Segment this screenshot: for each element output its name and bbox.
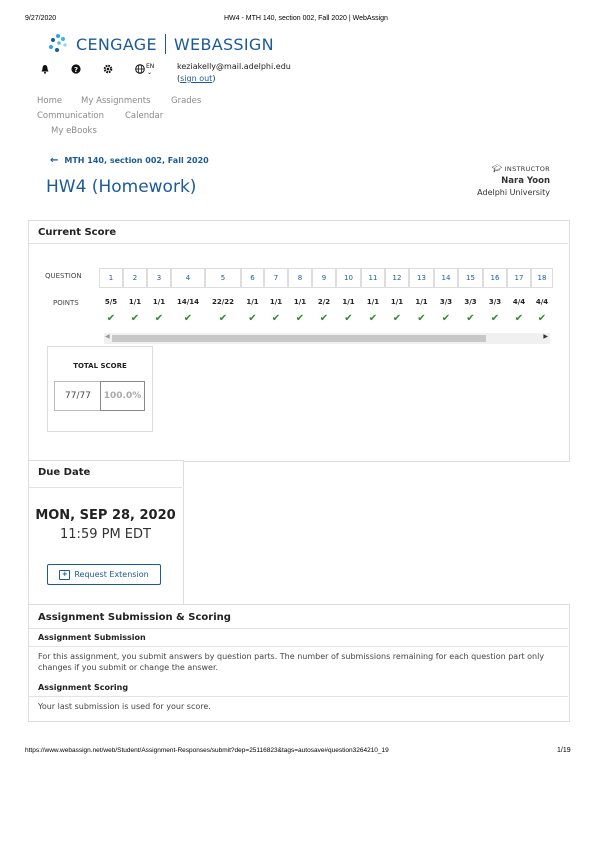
nav-grades[interactable]: Grades [171, 96, 202, 106]
correct-check-icon: ✔ [441, 313, 451, 324]
nav-home[interactable]: Home [37, 96, 63, 106]
chevron-down-icon: ⌄ [147, 69, 153, 76]
cengage-wordmark: CENGAGE [76, 34, 157, 54]
points-cell: 2/2 [317, 298, 331, 306]
nav-calendar[interactable]: Calendar [125, 111, 164, 121]
correct-check-icon: ✔ [514, 313, 524, 324]
back-to-class-link[interactable] [50, 155, 209, 166]
sign-out-open-paren: ( [177, 74, 181, 83]
points-cell: 3/3 [488, 298, 502, 306]
nav-communication[interactable]: Communication [37, 111, 104, 121]
points-cell: 1/1 [152, 298, 166, 306]
submission-text: For this assignment, you submit answers by question parts. The number of submissions remaining for each question part only changes if you submit or change the answer. [38, 652, 545, 672]
points-cell: 14/14 [176, 298, 200, 306]
cengage-webassign-logo[interactable] [46, 34, 274, 54]
correct-check-icon: ✔ [537, 313, 547, 324]
submission-subheading: Assignment Submission [38, 633, 146, 642]
correct-check-icon: ✔ [106, 313, 116, 324]
sign-out-close-paren: ) [212, 74, 216, 83]
gear-icon[interactable] [103, 64, 113, 77]
correct-check-icon: ✔ [154, 313, 164, 324]
user-info [177, 61, 291, 85]
correct-check-icon: ✔ [466, 313, 475, 324]
due-time: 11:59 PM EDT [60, 527, 151, 542]
points-cell: 1/1 [415, 298, 428, 306]
horizontal-scrollbar[interactable] [104, 333, 550, 344]
points-cell: 3/3 [464, 298, 477, 306]
question-cell[interactable]: 14 [434, 268, 458, 288]
scoring-subheading: Assignment Scoring [38, 683, 129, 692]
correct-check-icon: ✔ [392, 313, 402, 324]
question-cell[interactable]: 13 [409, 268, 434, 288]
scoring-text: Your last submission is used for your score. [38, 702, 211, 711]
question-cell[interactable]: 10 [336, 268, 361, 288]
points-cell: 4/4 [535, 298, 549, 306]
correct-check-icon: ✔ [183, 313, 193, 324]
points-cell: 1/1 [269, 298, 283, 306]
divider [29, 243, 568, 244]
divider [29, 628, 568, 629]
print-page-number: 1/19 [557, 747, 571, 754]
total-score-percent: 100.0% [100, 381, 145, 411]
request-extension-button[interactable] [47, 564, 161, 585]
question-cell[interactable]: 7 [264, 268, 288, 288]
points-cell: 4/4 [512, 298, 526, 306]
webassign-wordmark: WEBASSIGN [173, 34, 274, 54]
divider [29, 696, 568, 697]
question-cell[interactable]: 11 [361, 268, 385, 288]
class-name: MTH 140, section 002, Fall 2020 [64, 156, 209, 165]
calendar-plus-icon: + [59, 570, 70, 580]
instructor-name: Nara Yoon [501, 176, 550, 186]
graduation-cap-icon: 🎓︎ [491, 164, 503, 173]
print-page-title: HW4 - MTH 140, section 002, Fall 2020 | WebAssign [224, 15, 388, 22]
points-cell: 5/5 [104, 298, 118, 306]
question-cell[interactable]: 5 [205, 268, 241, 288]
points-cell: 1/1 [366, 298, 380, 306]
question-cell[interactable]: 8 [288, 268, 312, 288]
question-cell[interactable]: 18 [531, 268, 553, 288]
submission-heading: Assignment Submission & Scoring [38, 612, 231, 623]
points-row-label: POINTS [53, 299, 79, 307]
total-score-label: TOTAL SCORE [73, 362, 127, 370]
sign-out-link[interactable]: sign out [180, 74, 213, 83]
points-cell: 1/1 [390, 298, 404, 306]
divider [29, 646, 568, 647]
points-cell: 1/1 [342, 298, 355, 306]
help-icon[interactable] [71, 64, 81, 77]
scrollbar-thumb[interactable] [112, 335, 486, 342]
total-score-value: 77/77 [54, 381, 101, 411]
question-cell[interactable]: 16 [483, 268, 507, 288]
nav-my-assignments[interactable]: My Assignments [81, 96, 151, 106]
instructor-info [477, 163, 550, 199]
question-cell[interactable]: 1 [99, 268, 123, 288]
due-date-heading: Due Date [38, 467, 91, 478]
points-cell: 1/1 [128, 298, 142, 306]
question-cell[interactable]: 6 [241, 268, 264, 288]
correct-check-icon: ✔ [319, 313, 329, 324]
correct-check-icon: ✔ [248, 313, 257, 324]
instructor-label: INSTRUCTOR [504, 165, 550, 173]
cengage-logo-icon [46, 33, 72, 55]
language-label: EN [146, 63, 155, 70]
scroll-left-icon[interactable]: ◀ [105, 333, 110, 340]
print-date: 9/27/2020 [25, 15, 57, 22]
globe-icon[interactable] [135, 64, 159, 77]
question-cell[interactable]: 12 [385, 268, 409, 288]
page-title: HW4 (Homework) [46, 177, 197, 197]
print-url: https://www.webassign.net/web/Student/Assignment-Responses/submit?dep=25116823&tags=autosave#question3264210_19 [25, 747, 389, 754]
logo-divider [165, 34, 166, 54]
correct-check-icon: ✔ [295, 313, 305, 324]
question-cell[interactable]: 4 [171, 268, 205, 288]
question-cell[interactable]: 15 [458, 268, 483, 288]
correct-check-icon: ✔ [271, 313, 281, 324]
correct-check-icon: ✔ [417, 313, 426, 324]
current-score-heading: Current Score [38, 227, 117, 238]
due-date: MON, SEP 28, 2020 [35, 508, 176, 523]
points-cell: 3/3 [439, 298, 453, 306]
request-extension-label: Request Extension [74, 570, 149, 579]
points-cell: 22/22 [211, 298, 235, 306]
correct-check-icon: ✔ [344, 313, 353, 324]
scroll-right-icon[interactable]: ▶ [543, 333, 548, 340]
correct-check-icon: ✔ [490, 313, 500, 324]
correct-check-icon: ✔ [368, 313, 378, 324]
points-cell: 1/1 [246, 298, 259, 306]
question-cell[interactable]: 9 [312, 268, 336, 288]
instructor-school: Adelphi University [477, 188, 550, 197]
divider [29, 487, 182, 488]
nav-my-ebooks[interactable]: My eBooks [51, 126, 97, 136]
correct-check-icon: ✔ [218, 313, 228, 324]
bell-icon[interactable] [40, 64, 50, 77]
back-arrow-icon: ← [50, 155, 59, 166]
question-cell[interactable]: 2 [123, 268, 147, 288]
svg-text:?: ? [73, 66, 79, 74]
user-email: keziakelly@mail.adelphi.edu [177, 62, 291, 71]
total-score-box [47, 346, 153, 432]
question-cell[interactable]: 3 [147, 268, 171, 288]
question-row-label: QUESTION [45, 272, 82, 280]
question-cell[interactable]: 17 [507, 268, 531, 288]
correct-check-icon: ✔ [130, 313, 140, 324]
points-cell: 1/1 [293, 298, 307, 306]
